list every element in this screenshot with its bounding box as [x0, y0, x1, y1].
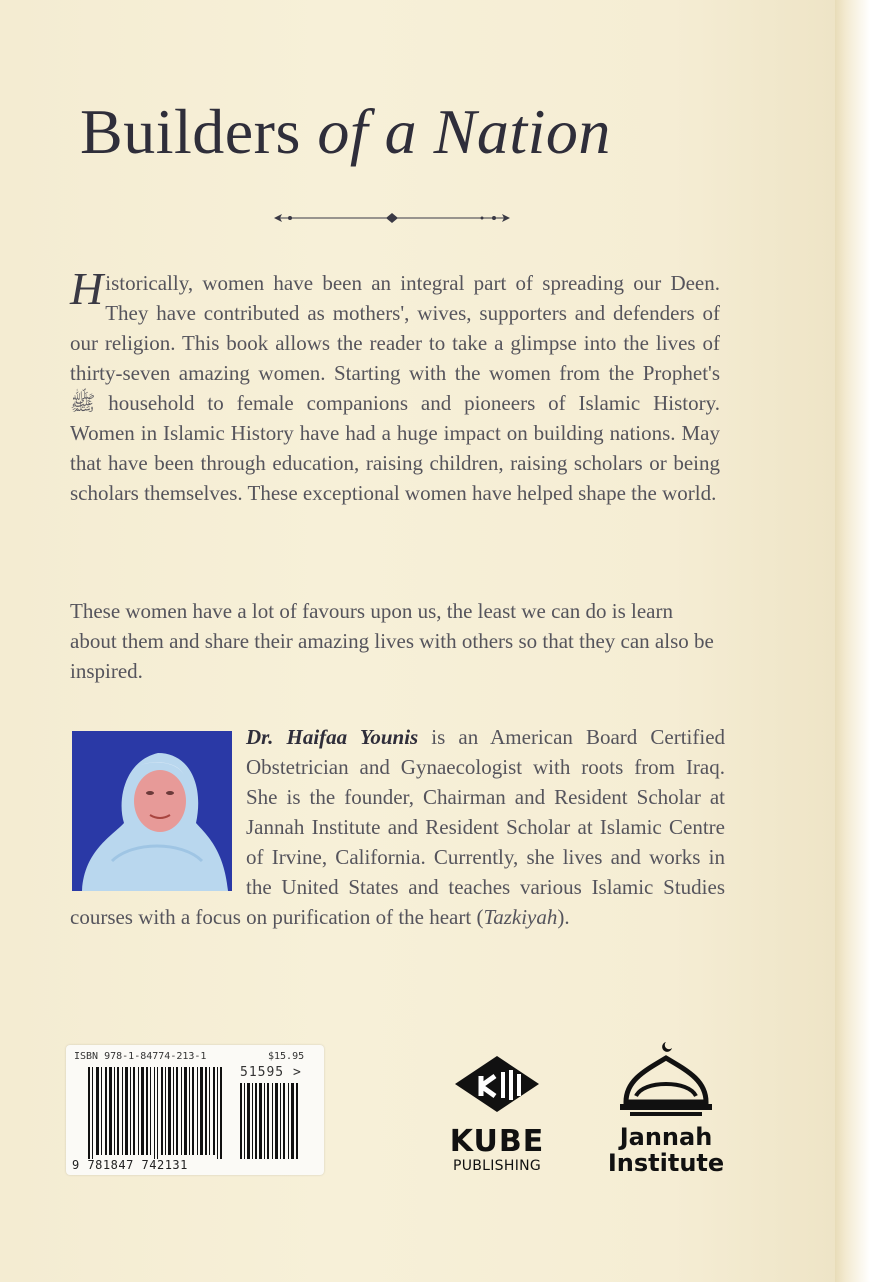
author-bio	[70, 722, 725, 932]
author-bio-text: is an American Board Certified Obstetrician and Gynaecologist with roots from Iraq. She is the founder, Chairman and Resident Scholar at Jannah Institute and Resident Scholar at Islamic Centre of Irvine, California. Currently, she lives and works in the United States and teaches various Islamic Studies courses with a focus on purification of the heart (	[70, 725, 726, 929]
isbn-barcode	[66, 1045, 324, 1175]
jannah-wordmark-line1: Jannah	[619, 1123, 713, 1151]
jannah-wordmark-line2: Institute	[607, 1149, 725, 1177]
cover-edge	[835, 0, 870, 1282]
drop-cap: H	[70, 263, 104, 314]
isbn-digits: 9 781847 742131	[72, 1158, 188, 1172]
jannah-institute-logo	[596, 1040, 736, 1176]
isbn-label: ISBN 978-1-84774-213-1	[74, 1051, 207, 1062]
author-bio-end: ).	[557, 905, 570, 929]
addon-code: 51595 >	[240, 1065, 302, 1080]
kube-publishing-logo	[442, 1050, 552, 1174]
title-part-of-a: of a	[317, 96, 418, 167]
blurb-paragraph-2: These women have a lot of favours upon us, the least we can do is learn about them and share their amazing lives with others so that they can also be inspired.	[70, 599, 714, 683]
divider-ornament-icon	[272, 208, 512, 228]
price-label: $15.95	[268, 1051, 305, 1062]
kube-wordmark: KUBE	[449, 1124, 545, 1159]
barcode-bars-icon	[66, 1045, 324, 1175]
blurb-paragraph-1	[70, 263, 720, 508]
kube-subtitle: PUBLISHING	[452, 1158, 542, 1174]
title-part-nation: Nation	[433, 96, 611, 167]
author-bio-term: Tazkiyah	[483, 905, 558, 929]
jannah-dome-icon	[606, 1040, 726, 1120]
kube-cube-icon	[447, 1050, 547, 1122]
blurb-paragraph-1-text: istorically, women have been an integral part of spreading our Deen. They have contributed as mothers', wives, supporters and defenders of our religion. This book allows the reader to take a glimpse into the lives of thirty-seven amazing women. Starting with the women from the Prophet's ﷺ household to female companions and pioneers of Islamic History. Women in Islamic History have had a huge impact on building nations. May that have been through education, raising children, raising scholars or being scholars themselves. These exceptional women have helped shape the world.	[70, 271, 720, 505]
book-title	[80, 95, 720, 169]
title-part-builders: Builders	[80, 96, 301, 167]
author-name: Dr. Haifaa Younis	[246, 725, 419, 749]
